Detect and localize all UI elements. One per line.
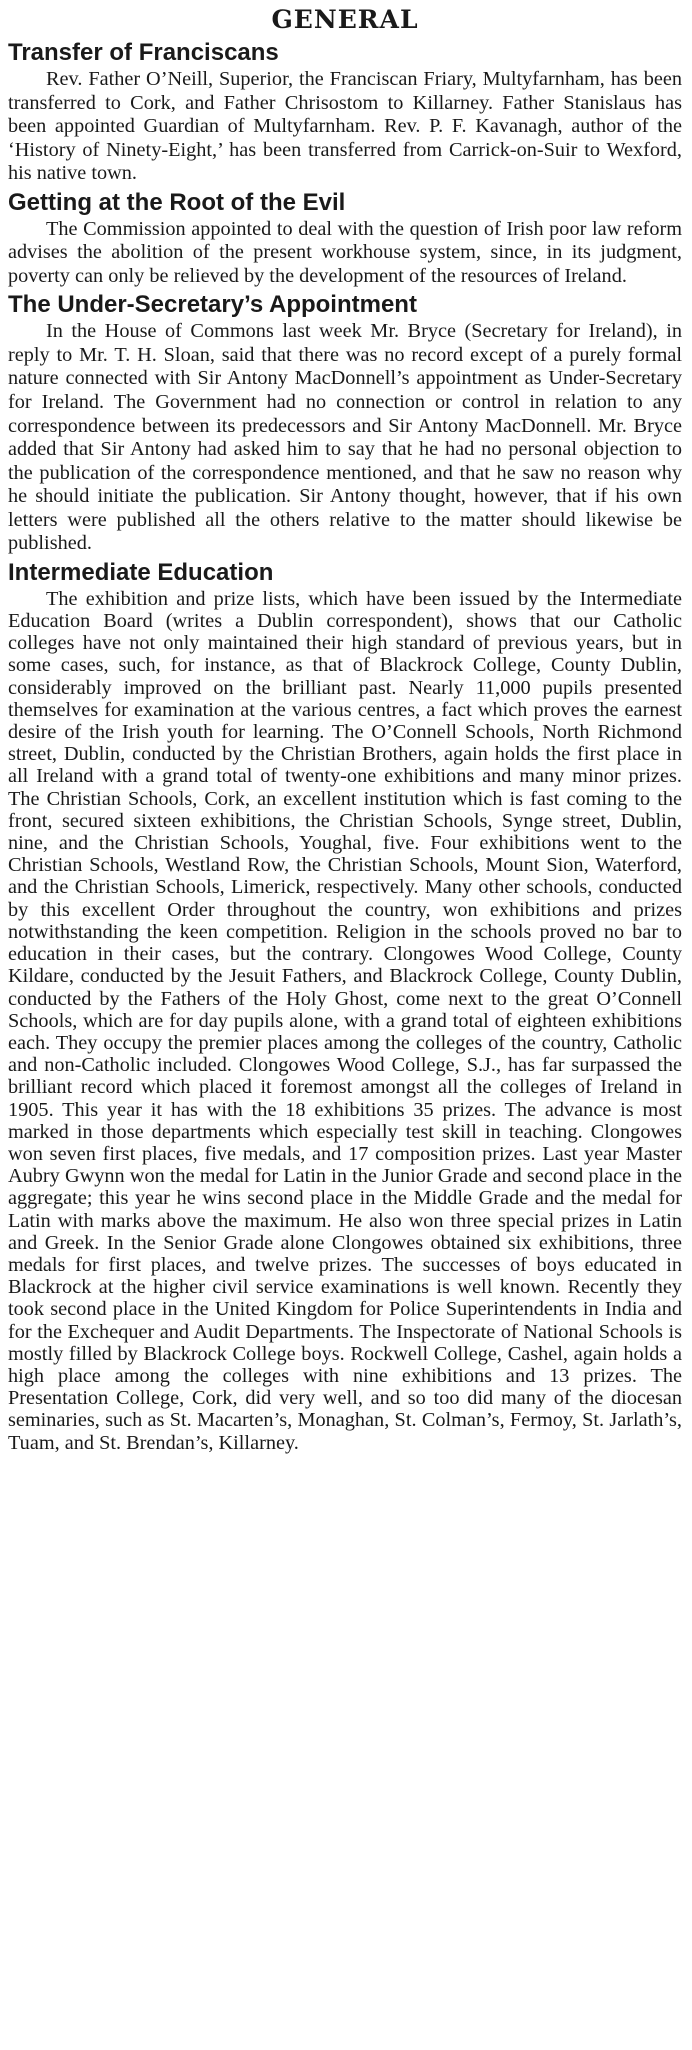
article-body: The Commission appointed to deal with the question of Irish poor law reform advises the abolition of the present workhouse system, since, in its judgment, poverty can only be relieved by the development of the resources of Ireland.	[8, 217, 682, 287]
article-under-secretary	[8, 290, 682, 555]
article-headline: Intermediate Education	[8, 558, 274, 586]
article-poor-law	[8, 188, 682, 289]
article-headline: Getting at the Root of the Evil	[8, 188, 346, 216]
article-headline: The Under-Secretary’s Appointment	[8, 291, 417, 319]
section-title: GENERAL	[271, 5, 419, 34]
article-headline: Transfer of Franciscans	[8, 39, 279, 66]
article-franciscans	[8, 38, 682, 186]
article-body: Rev. Father O’Neill, Superior, the Franciscan Friary, Multyfarnham, has been transferred to Cork, and Father Chrisostom to Killarney. Father Stanislaus has been appointed Guardian of Multyfarnham. Rev. P. F. Kavanagh, author of the ‘History of Ninety-Eight,’ has been transferred from Carrick-on-Suir to Wexford, his native town.	[8, 68, 682, 185]
article-body: In the House of Commons last week Mr. Bryce (Secretary for Ireland), in reply to Mr. T. H. Sloan, said that there was no record except of a purely formal nature connected with Sir Antony MacDonnell’s appointment as Under-Secretary for Ireland. The Government had no connection or control in relation to any correspondence between its predecessors and Sir Antony MacDonnell. Mr. Bryce added that Sir Antony had asked him to say that he had no personal objection to the publication of the correspondence mentioned, and that he saw no reason why he should initiate the publication. Sir Antony thought, however, that if his own letters were published all the others relative to the matter should likewise be published.	[8, 320, 682, 555]
article-intermediate-education	[8, 558, 682, 1454]
article-body: The exhibition and prize lists, which have been issued by the Intermediate Education Board (writes a Dublin correspondent), shows that our Catholic colleges have not only maintained their high standard of previous years, but in some cases, such, for instance, as that of Blackrock College, County Dublin, considerably improved on the brilliant past. Nearly 11,000 pupils presented themselves for examination at the various centres, a fact which proves the earnest desire of the Irish youth for learning. The O’Connell Schools, North Richmond street, Dublin, conducted by the Christian Brothers, again holds the first place in all Ireland with a grand total of twenty-one exhibitions and many minor prizes. The Christian Schools, Cork, an excellent institution which is fast coming to the front, secured sixteen exhibitions, the Christian Schools, Synge street, Dublin, nine, and the Christian Schools, Youghal, five. Four exhibitions went to the Christian Schools, Westland Row, the Christian Schools, Mount Sion, Waterford, and the Christian Schools, Limerick, respectively. Many other schools, conducted by this excellent Order throughout the country, won exhibitions and prizes notwithstanding the keen competition. Religion in the schools proved no bar to education in their cases, but the contrary. Clongowes Wood College, County Kildare, conducted by the Jesuit Fathers, and Blackrock College, County Dublin, conducted by the Fathers of the Holy Ghost, come next to the great O’Connell Schools, which are for day pupils alone, with a grand total of eighteen exhibitions each. They occupy the premier places among the colleges of the country, Catholic and non-Catholic included. Clongowes Wood College, S.J., has far surpassed the brilliant record which placed it foremost amongst all the colleges of Ireland in 1905. This year it has with the 18 exhibitions 35 prizes. The advance is most marked in those departments which especially test skill in teaching. Clongowes won seven first places, five medals, and 17 composition prizes. Last year Master Aubry Gwynn won the medal for Latin in the Junior Grade and second place in the aggregate; this year he wins second place in the Middle Grade and the medal for Latin with marks above the maximum. He also won three special prizes in Latin and Greek. In the Senior Grade alone Clongowes obtained six exhibitions, three medals for first places, and twelve prizes. The successes of boys educated in Blackrock at the higher civil service examinations is well known. Recently they took second place in the United Kingdom for Police Superintendents in India and for the Exchequer and Audit Departments. The Inspectorate of National Schools is mostly filled by Blackrock College boys. Rockwell College, Cashel, again holds a high place among the colleges with nine exhibitions and 13 prizes. The Presentation College, Cork, did very well, and so too did many of the diocesan seminaries, such as St. Macarten’s, Monaghan, St. Colman’s, Fermoy, St. Jarlath’s, Tuam, and St. Brendan’s, Killarney.	[8, 587, 682, 1454]
